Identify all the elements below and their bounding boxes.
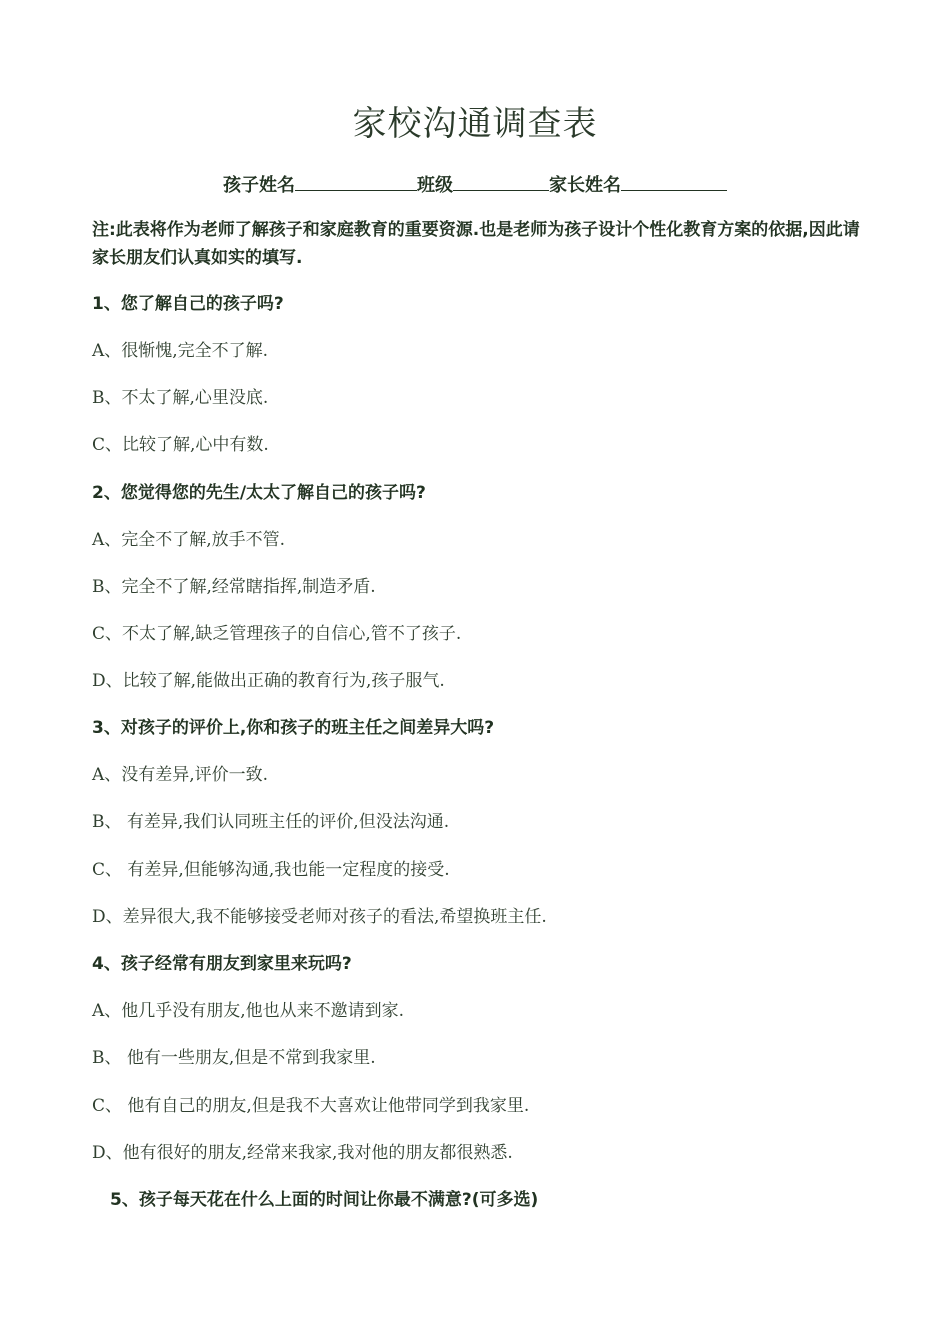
option-3c: C、 有差异,但能够沟通,我也能一定程度的接受.	[92, 860, 450, 880]
question-5: 5、孩子每天花在什么上面的时间让你最不满意?(可多选)	[110, 1190, 539, 1210]
option-4b: B、 他有一些朋友,但是不常到我家里.	[92, 1048, 376, 1068]
question-1: 1、您了解自己的孩子吗?	[92, 294, 284, 314]
question-4: 4、孩子经常有朋友到家里来玩吗?	[92, 954, 352, 974]
option-1b: B、不太了解,心里没底.	[92, 388, 269, 408]
option-3d: D、差异很大,我不能够接受老师对孩子的看法,希望换班主任.	[92, 907, 547, 927]
option-2b: B、完全不了解,经常瞎指挥,制造矛盾.	[92, 577, 376, 597]
option-1a: A、很惭愧,完全不了解.	[92, 341, 269, 361]
option-3b: B、 有差异,我们认同班主任的评价,但没法沟通.	[92, 812, 450, 832]
option-4d: D、他有很好的朋友,经常来我家,我对他的朋友都很熟悉.	[92, 1143, 513, 1163]
option-4a: A、他几乎没有朋友,他也从来不邀请到家.	[92, 1001, 405, 1021]
option-2a: A、完全不了解,放手不管.	[92, 530, 286, 550]
class-blank[interactable]	[453, 170, 549, 191]
note: 注:此表将作为老师了解孩子和家庭教育的重要资源.也是老师为孩子设计个性化教育方案的依据,因此请家长朋友们认真如实的填写.	[92, 220, 860, 268]
child-name-blank[interactable]	[295, 170, 417, 191]
option-3a: A、没有差异,评价一致.	[92, 765, 269, 785]
class-label: 班级	[417, 175, 453, 196]
question-3: 3、对孩子的评价上,你和孩子的班主任之间差异大吗?	[92, 718, 495, 738]
option-2c: C、不太了解,缺乏管理孩子的自信心,管不了孩子.	[92, 624, 462, 644]
option-1c: C、比较了解,心中有数.	[92, 435, 269, 455]
question-2: 2、您觉得您的先生/太太了解自己的孩子吗?	[92, 483, 426, 503]
option-4c: C、 他有自己的朋友,但是我不大喜欢让他带同学到我家里.	[92, 1096, 530, 1116]
info-row	[0, 170, 950, 200]
option-2d: D、比较了解,能做出正确的教育行为,孩子服气.	[92, 671, 445, 691]
parent-name-label: 家长姓名	[549, 175, 621, 196]
parent-name-blank[interactable]	[621, 170, 727, 191]
page-title: 家校沟通调查表	[352, 104, 598, 144]
child-name-label: 孩子姓名	[223, 175, 295, 196]
